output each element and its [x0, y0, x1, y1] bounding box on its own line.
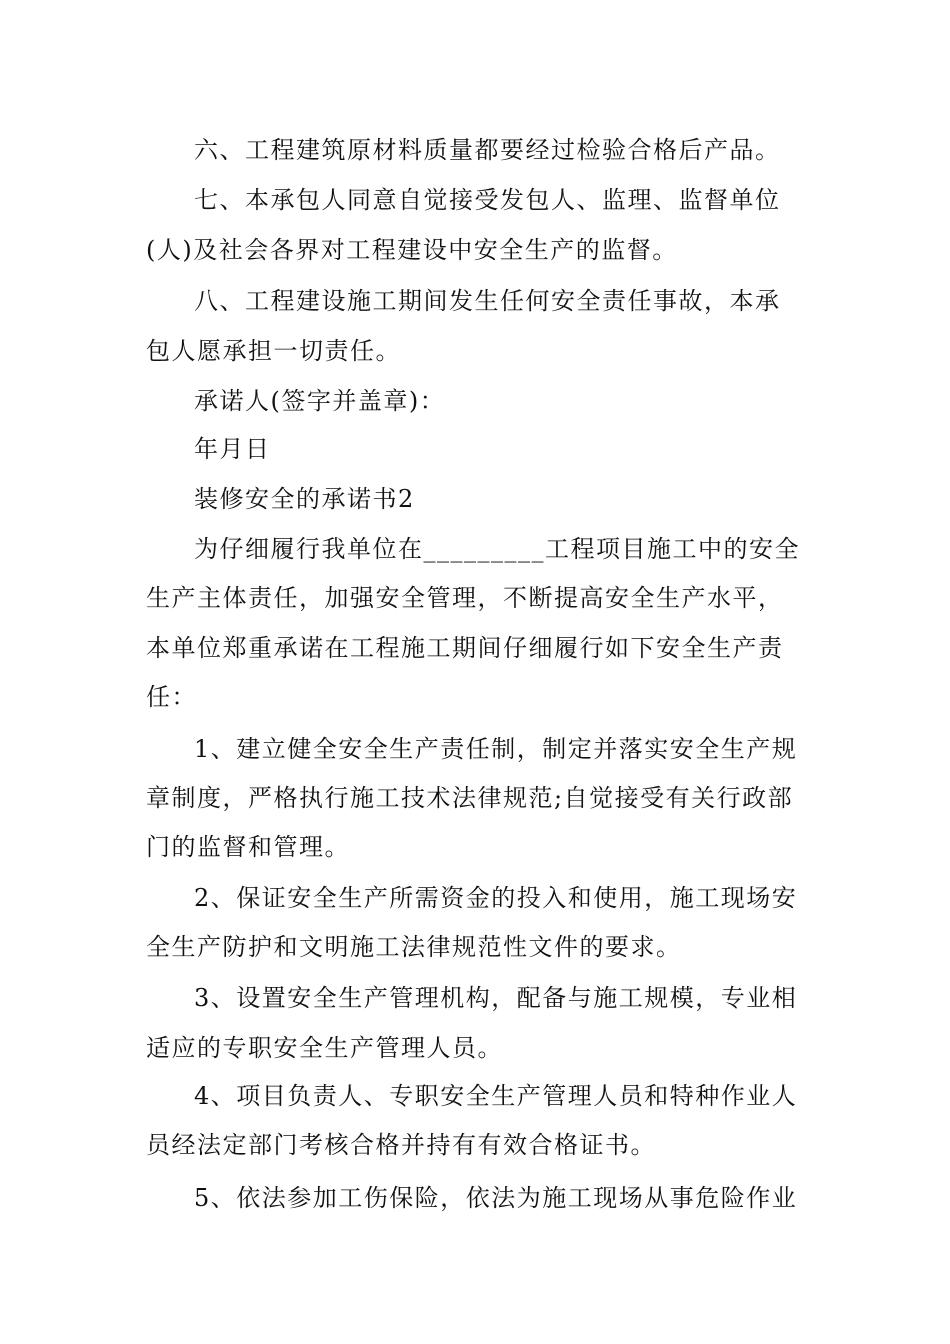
paragraph-line: 门的监督和管理。 — [146, 833, 350, 861]
paragraph-line: 七、本承包人同意自觉接受发包人、监理、监督单位 — [194, 186, 781, 214]
signature-line: 承诺人(签字并盖章)： — [194, 387, 446, 415]
paragraph-line: 生产主体责任，加强安全管理，不断提高安全生产水平， — [146, 584, 784, 612]
paragraph-line: 任： — [146, 683, 197, 711]
paragraph-line: 章制度，严格执行施工技术法律规范;自觉接受有关行政部 — [146, 784, 794, 812]
paragraph-line: 员经法定部门考核合格并持有有效合格证书。 — [146, 1131, 656, 1159]
paragraph-line: 全生产防护和文明施工法律规范性文件的要求。 — [146, 933, 682, 961]
date-line: 年月日 — [194, 435, 271, 463]
paragraph-line: 为仔细履行我单位在_________工程项目施工中的安全 — [194, 535, 800, 563]
paragraph-line: 3、设置安全生产管理机构，配备与施工规模，专业相 — [194, 984, 798, 1012]
document-title: 装修安全的承诺书2 — [194, 485, 415, 513]
paragraph-line: 适应的专职安全生产管理人员。 — [146, 1034, 503, 1062]
paragraph-line: (人)及社会各界对工程建设中安全生产的监督。 — [146, 236, 678, 264]
paragraph-line: 八、工程建设施工期间发生任何安全责任事故，本承 — [194, 287, 781, 315]
paragraph-line: 4、项目负责人、专职安全生产管理人员和特种作业人 — [194, 1082, 798, 1110]
paragraph-line: 六、工程建筑原材料质量都要经过检验合格后产品。 — [194, 136, 781, 164]
paragraph-line: 包人愿承担一切责任。 — [146, 337, 401, 365]
paragraph-line: 1、建立健全安全生产责任制，制定并落实安全生产规 — [194, 735, 798, 763]
paragraph-line: 5、依法参加工伤保险，依法为施工现场从事危险作业 — [194, 1184, 798, 1212]
paragraph-line: 本单位郑重承诺在工程施工期间仔细履行如下安全生产责 — [146, 634, 784, 662]
paragraph-line: 2、保证安全生产所需资金的投入和使用，施工现场安 — [194, 884, 798, 912]
